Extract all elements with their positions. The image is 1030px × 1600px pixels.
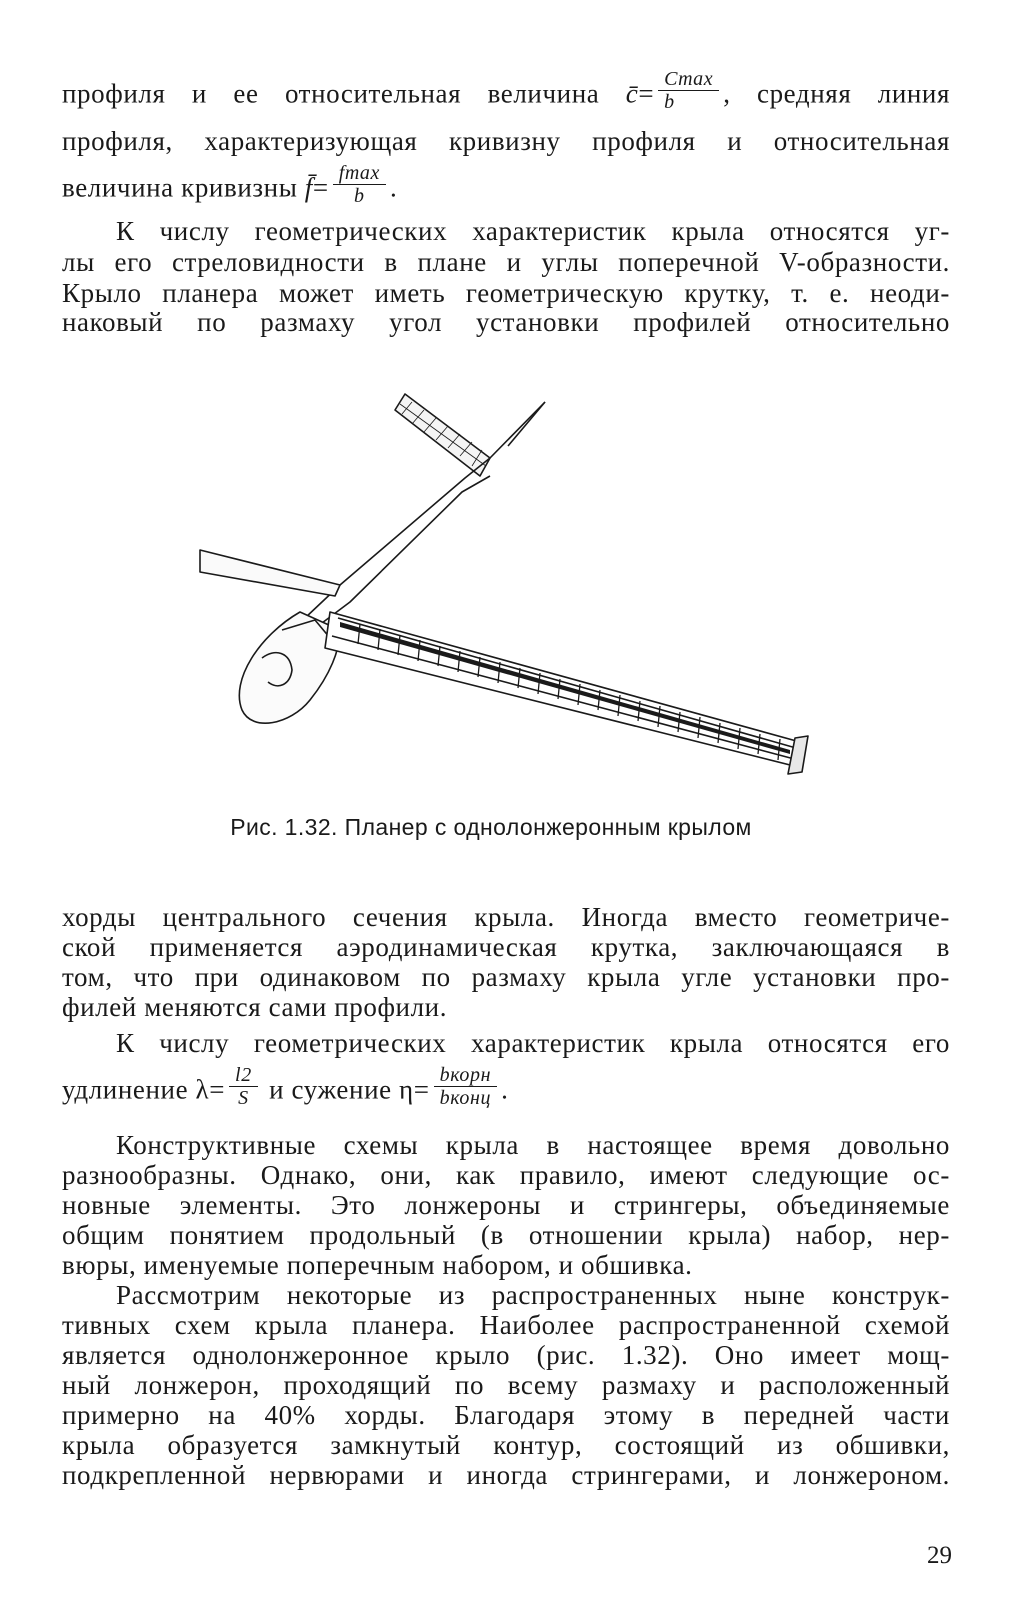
text-line: подкрепленной нервюрами и иногда стрингерами, и лонжероном. xyxy=(62,1460,950,1490)
text-line: тивных схем крыла планера. Наиболее распространенной схемой xyxy=(62,1310,950,1340)
text-fragment: профиля и ее относительная величина xyxy=(62,78,626,109)
formula-equals: = xyxy=(209,1074,226,1105)
formula-fraction xyxy=(658,68,719,113)
text-line: том, что при одинаковом по размаху крыла угле установки про- xyxy=(62,962,950,992)
formula-equals: = xyxy=(413,1074,430,1105)
formula-fraction xyxy=(229,1064,258,1109)
text-line: лы его стреловидности в плане и углы поперечной V-образности. xyxy=(62,247,950,277)
text-line: ской применяется аэродинамическая крутка, заключающаяся в xyxy=(62,932,950,962)
text-line: новные элементы. Это лонжероны и стрингеры, объединяемые xyxy=(62,1190,950,1220)
text-fragment: и сужение η xyxy=(261,1074,414,1105)
text-line: общим понятием продольный (в отношении крыла) набор, нер- xyxy=(62,1220,950,1250)
figure-caption: Рис. 1.32. Планер с однолонжеронным крылом xyxy=(230,814,752,840)
text-fragment: . xyxy=(390,172,398,203)
fraction-numerator: bкорн xyxy=(434,1064,498,1087)
formula-fraction xyxy=(333,162,386,207)
text-line: хорды центрального сечения крыла. Иногда вместо геометриче- xyxy=(62,902,950,932)
text-line: Конструктивные схемы крыла в настоящее время довольно xyxy=(116,1130,950,1160)
fraction-numerator: Cmax xyxy=(658,68,719,91)
glider-illustration xyxy=(190,380,830,800)
formula-variable: c̄ xyxy=(625,78,639,109)
text-fragment: . xyxy=(501,1074,509,1105)
text-line: Рассмотрим некоторые из распространенных ныне конструк- xyxy=(116,1280,950,1310)
fraction-denominator: b xyxy=(354,185,365,207)
fraction-denominator: S xyxy=(238,1087,249,1109)
text-fragment: , средняя линия xyxy=(723,78,950,109)
text-line: профиля, характеризующая кривизну профиля и относительная xyxy=(62,126,950,156)
formula-equals: = xyxy=(312,172,329,203)
text-line: К числу геометрических характеристик крыла относятся его xyxy=(116,1028,950,1058)
fraction-numerator: l2 xyxy=(229,1064,258,1087)
text-line: ный лонжерон, проходящий по всему размаху и расположенный xyxy=(62,1370,950,1400)
fraction-denominator: bконц xyxy=(439,1087,492,1109)
text-line xyxy=(62,162,950,213)
text-line: крыла образуется замкнутый контур, состоящий из обшивки, xyxy=(62,1430,950,1460)
text-line: примерно на 40% хорды. Благодаря этому в передней части xyxy=(62,1400,950,1430)
fuselage xyxy=(305,402,545,618)
text-fragment: величина кривизны xyxy=(62,172,305,203)
page-number: 29 xyxy=(927,1542,952,1569)
stabilizer xyxy=(200,550,340,596)
text-line: филей меняются сами профили. xyxy=(62,992,448,1022)
text-line: является однолонжеронное крыло (рис. 1.32). Оно имеет мощ- xyxy=(62,1340,950,1370)
text-line xyxy=(62,68,950,119)
formula-equals: = xyxy=(638,78,655,109)
formula-fraction xyxy=(434,1064,498,1109)
formula-variable: f̄ xyxy=(304,172,313,203)
text-line: К числу геометрических характеристик крыла относятся уг- xyxy=(116,216,950,246)
text-line xyxy=(62,1064,950,1115)
text-fragment: удлинение λ xyxy=(62,1074,210,1105)
text-line: разнообразны. Однако, они, как правило, имеют следующие ос- xyxy=(62,1160,950,1190)
text-line: вюры, именуемые поперечным набором, и обшивка. xyxy=(62,1250,693,1280)
fraction-numerator: fmax xyxy=(333,162,386,185)
fraction-denominator: b xyxy=(664,91,675,113)
text-line: Крыло планера может иметь геометрическую крутку, т. е. неоди- xyxy=(62,278,950,308)
cockpit xyxy=(239,612,340,723)
text-line: наковый по размаху угол установки профилей относительно xyxy=(62,307,950,337)
